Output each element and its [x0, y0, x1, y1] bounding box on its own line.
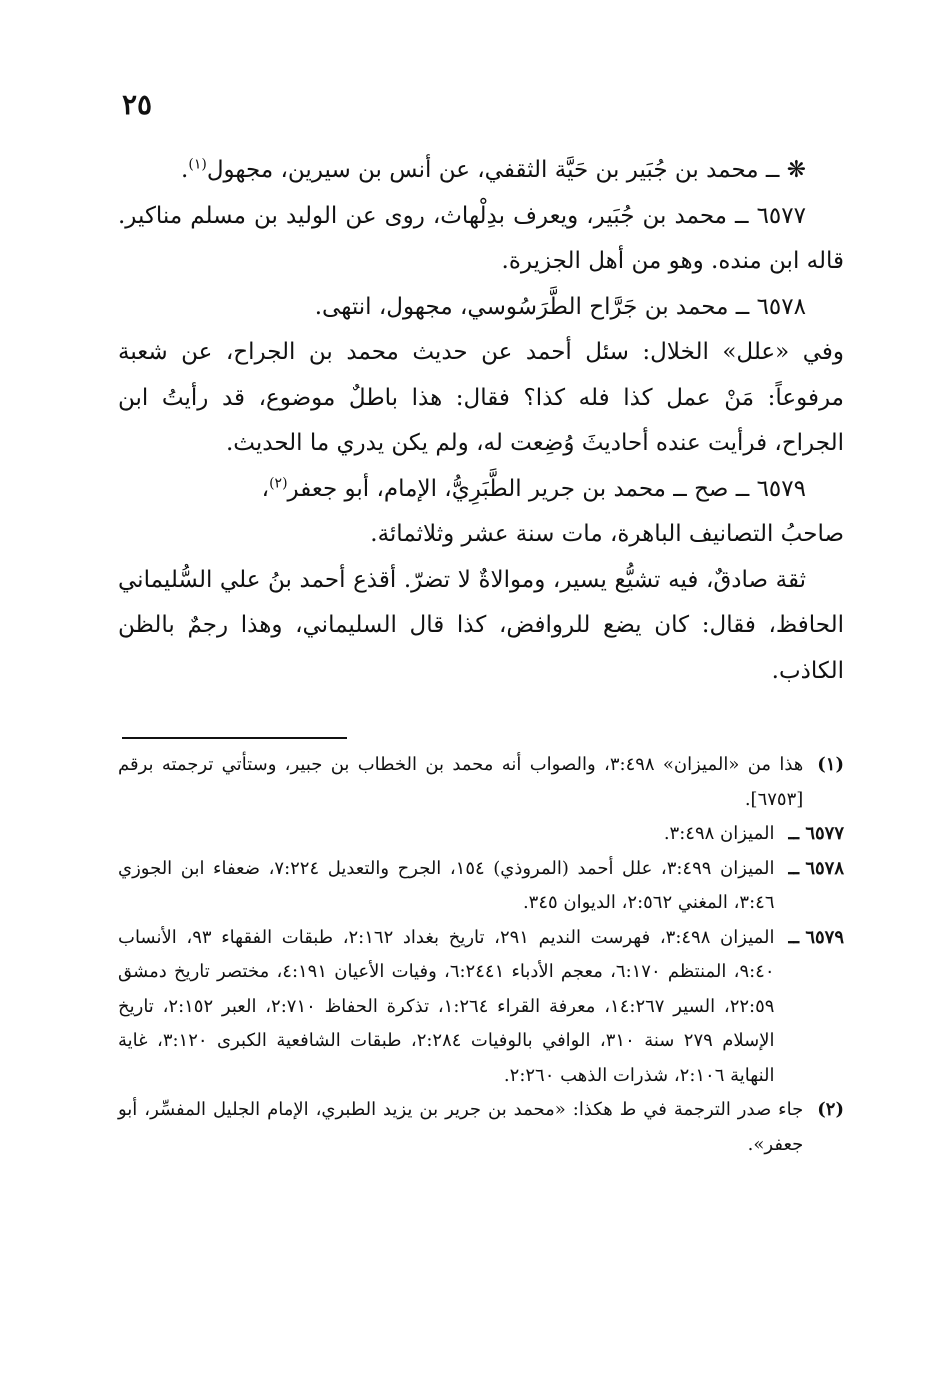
footnote-text: هذا من «الميزان» ٣:٤٩٨، والصواب أنه محمد بن الخطاب بن جبير، وستأتي ترجمته برقم [٦٧٥٣].	[118, 754, 804, 810]
entry-text: ❋ ــ محمد بن جُبَير بن حَيَّة الثقفي، عن أنس بن سيرين، مجهول	[206, 157, 806, 183]
footnote-text: جاء صدر الترجمة في ط هكذا: «محمد بن جرير بن يزيد الطبري، الإمام الجليل المفسِّر، أبو جعفر».	[118, 1099, 804, 1155]
entry-paragraph: وفي «علل» الخلال: سئل أحمد عن حديث محمد بن الجراح، عن شعبة مرفوعاً: مَنْ عمل كذا فله كذا؟ فقال: هذا باطلٌ موضوع، قد رأيتُ ابن الجراح، فرأيت عنده أحاديثَ وُضِعت له، ولم يكن يدري ما الحديث.	[118, 339, 844, 456]
footnote	[118, 852, 844, 921]
entry-paragraph: ٦٥٧٨ ــ محمد بن جَرَّاح الطَّرَسُوسي، مجهول، انتهى.	[314, 293, 806, 320]
footnote	[118, 817, 844, 852]
footnote	[118, 921, 844, 1094]
main-text	[118, 148, 844, 694]
footnote-marker: (١)	[817, 754, 844, 775]
entry-paragraph: ثقة صادقٌ، فيه تشيُّع يسير، وموالاةٌ لا تضرّ. أقذع أحمد بنُ علي السُّليماني الحافظ، فقال: كان يضع للروافض، كذا قال السليماني، وهذا رجمٌ بالظن الكاذب.	[118, 566, 844, 684]
entry-punct: .	[181, 157, 189, 183]
footnote-marker: ٦٥٧٩ ــ	[788, 926, 844, 948]
page-number: ٢٥	[122, 88, 153, 121]
entry-paragraph: صاحبُ التصانيف الباهرة، مات سنة عشر وثلاثمائة.	[370, 521, 844, 547]
footnote-divider	[122, 737, 347, 739]
footnote-text: الميزان ٣:٤٩٨، فهرست النديم ٢٩١، تاريخ بغداد ٢:١٦٢، طبقات الفقهاء ٩٣، الأنساب ٩:٤٠، المنتظم ٦:١٧٠، معجم الأدباء ٦:٢٤٤١، وفيات الأعيان ٤:١٩١، مختصر تاريخ دمشق ٢٢:٥٩، السير ١٤:٢٦٧، معرفة القراء ١:٢٦٤، تذكرة الحفاظ ٢:٧١٠، العبر ٢:١٥٢، تاريخ الإسلام ٢٧٩ سنة ٣١٠، الوافي بالوفيات ٢:٢٨٤، طبقات الشافعية الكبرى ٣:١٢٠، غاية النهاية ٢:١٠٦، شذرات الذهب ٢:٢٦٠.	[118, 926, 775, 1086]
footnote-text: الميزان ٣:٤٩٨.	[663, 823, 775, 844]
entry-paragraph	[118, 467, 844, 513]
footnote	[118, 748, 844, 817]
entry-paragraph	[118, 148, 844, 194]
footnote-ref: (١)	[188, 156, 207, 173]
footnote-marker: ٦٥٧٨ ــ	[788, 857, 844, 879]
footnote	[118, 1093, 844, 1162]
entry-punct: ،	[261, 475, 270, 502]
footnote-ref: (٢)	[269, 474, 288, 491]
entry-paragraph: ٦٥٧٧ ــ محمد بن جُبَير، ويعرف بدِلْهاث، روى عن الوليد بن مسلم مناكير. قاله ابن منده. وهو من أهل الجزيرة.	[118, 202, 844, 274]
footnote-marker: (٢)	[817, 1099, 844, 1120]
footnote-text: الميزان ٣:٤٩٩، علل أحمد (المروذي) ١٥٤، الجرح والتعديل ٧:٢٢٤، ضعفاء ابن الجوزي ٣:٤٦، المغني ٢:٥٦٢، الديوان ٣٤٥.	[118, 857, 775, 913]
footnotes	[118, 748, 844, 1162]
footnote-marker: ٦٥٧٧ ــ	[788, 823, 844, 844]
entry-text: ٦٥٧٩ ــ صح ــ محمد بن جرير الطَّبَرِيُّ، الإمام، أبو جعفر	[287, 475, 806, 502]
